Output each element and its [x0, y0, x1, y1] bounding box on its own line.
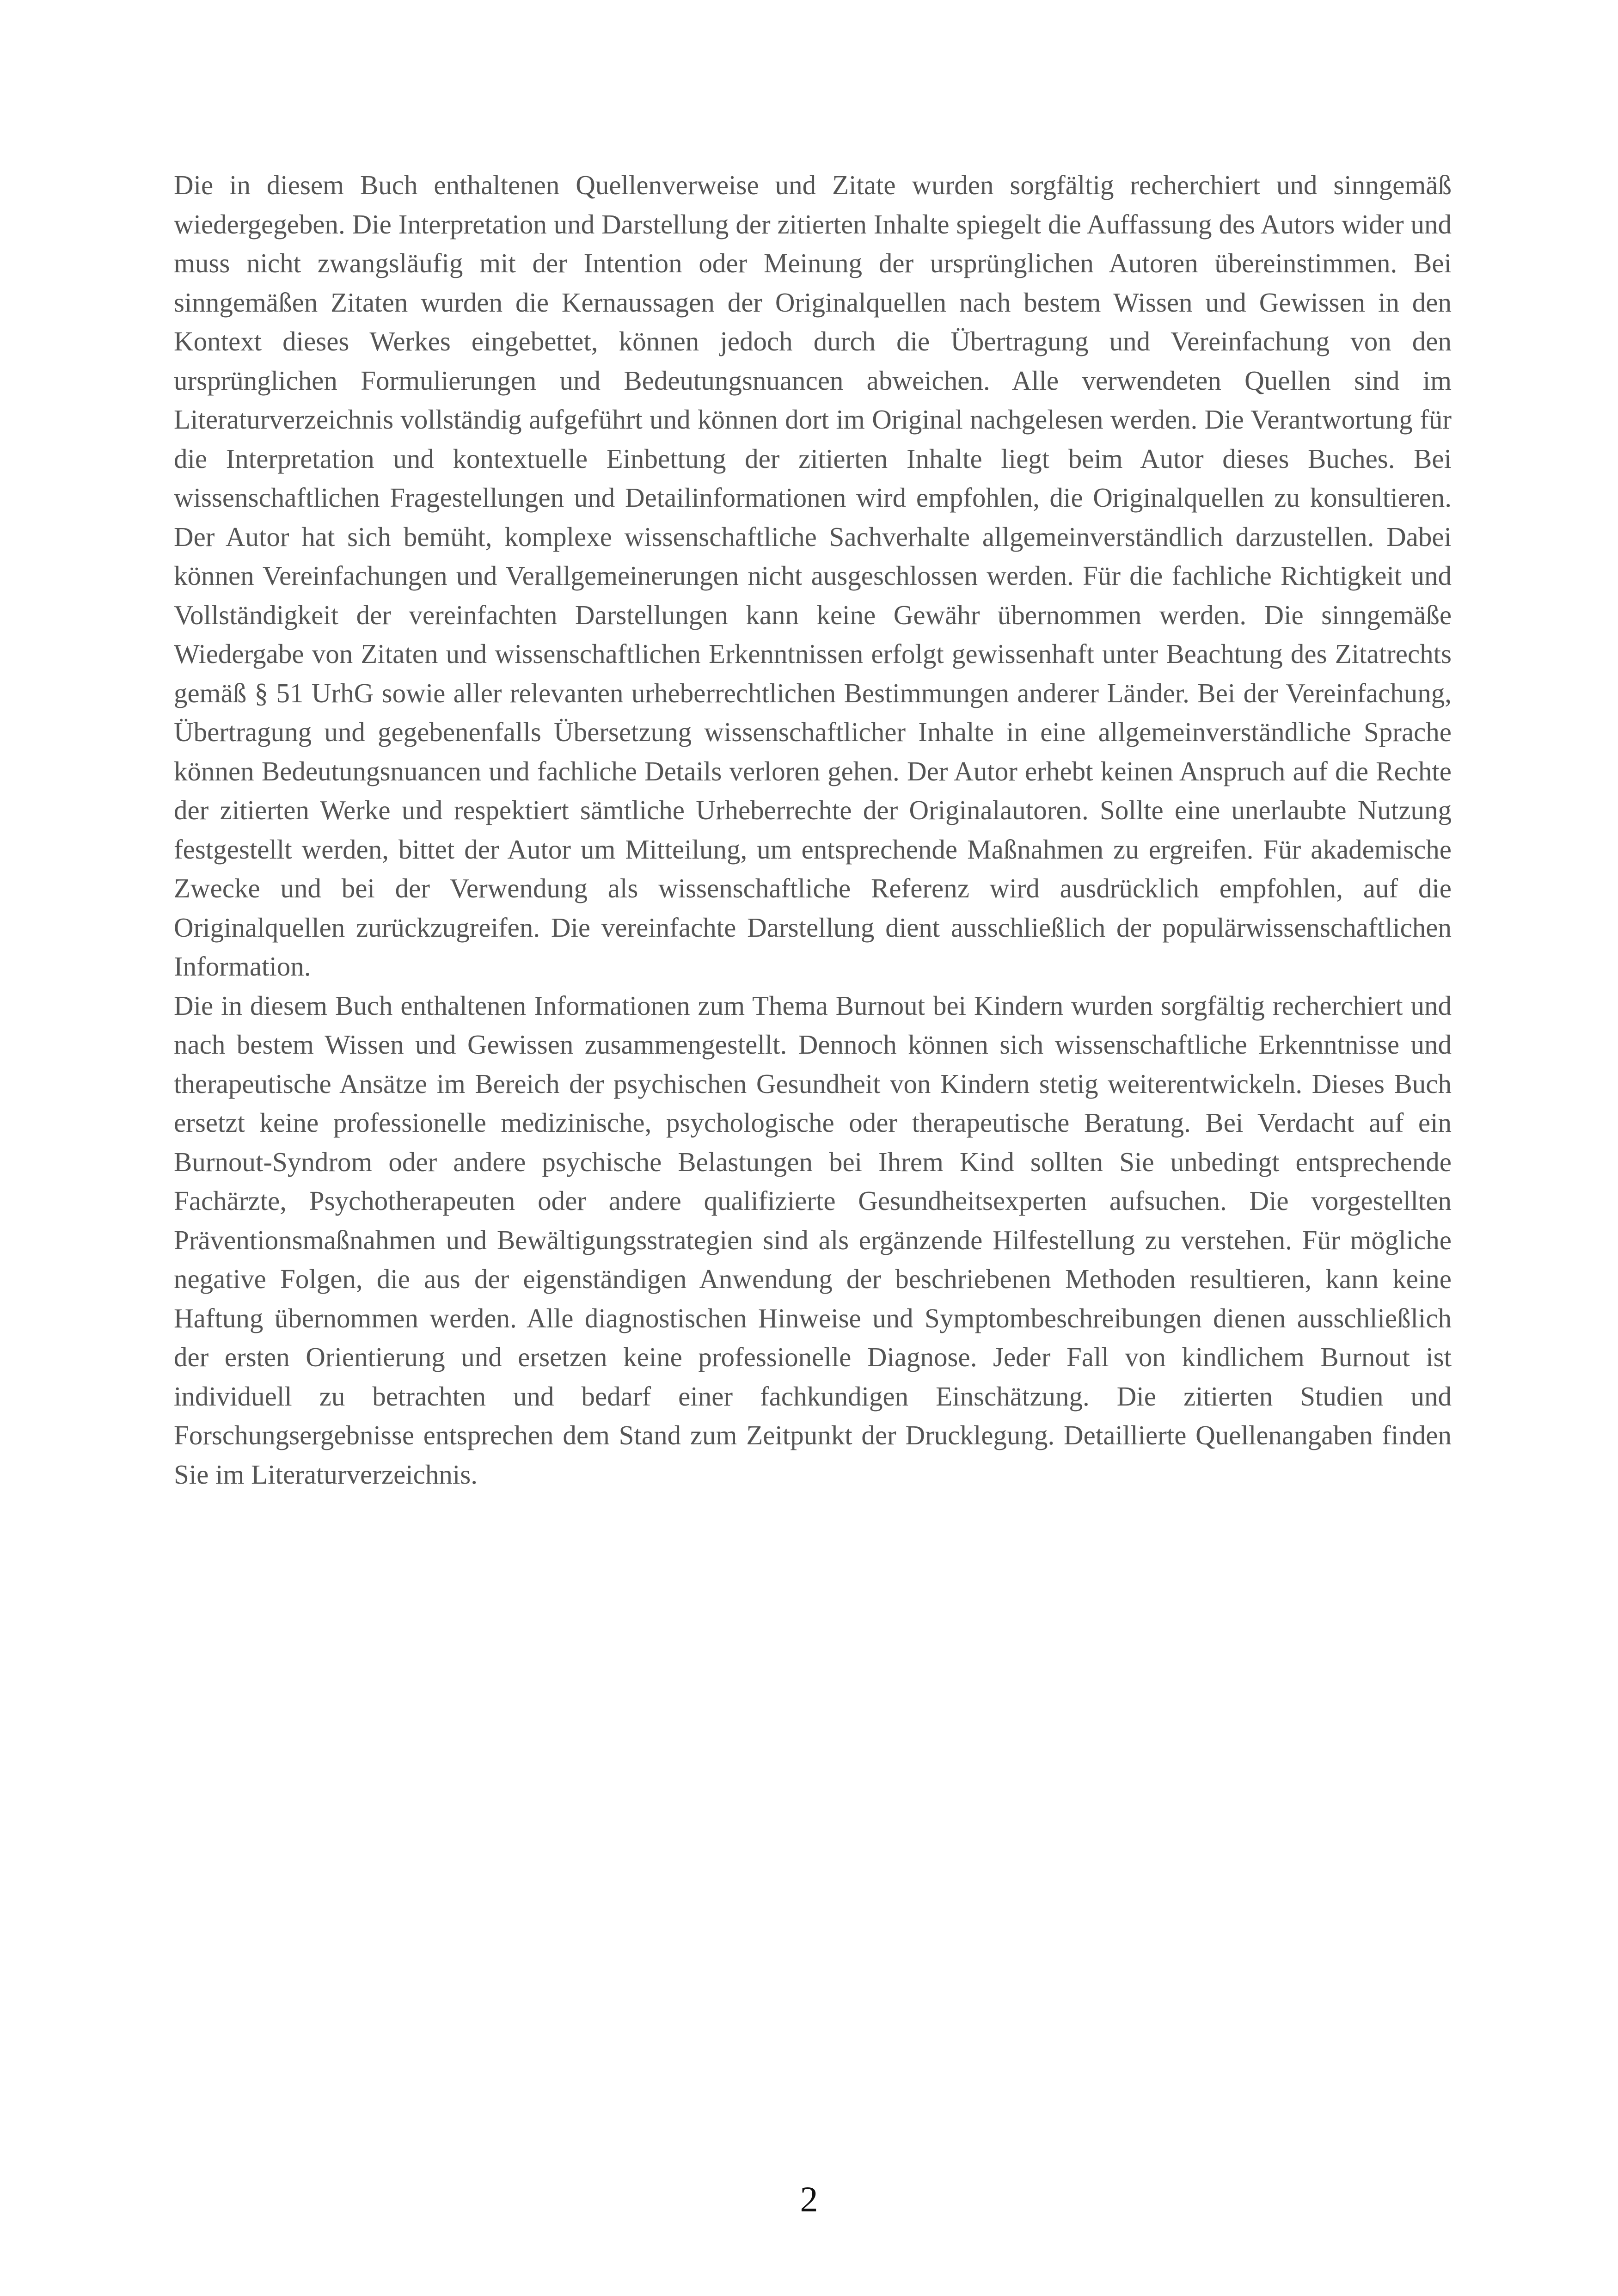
disclaimer-paragraph-citations: Die in diesem Buch enthaltenen Quellenverweise und Zitate wurden sorgfältig recherchiert und sinngemäß wiedergegeben. Die Interpretation und Darstellung der zitierten Inhalte spiegelt die Auffassung des Autors wider und muss nicht zwangsläufig mit der Intention oder Meinung der ursprünglichen Autoren übereinstimmen. Bei sinngemäßen Zitaten wurden die Kernaussagen der Originalquellen nach bestem Wissen und Gewissen in den Kontext dieses Werkes eingebettet, können jedoch durch die Übertragung und Vereinfachung von den ursprünglichen Formulierungen und Bedeutungsnuancen abweichen. Alle verwendeten Quellen sind im Literaturverzeichnis vollständig aufgeführt und können dort im Original nachgelesen werden. Die Verantwortung für die Interpretation und kontextuelle Einbettung der zitierten Inhalte liegt beim Autor dieses Buches. Bei wissenschaftlichen Fragestellungen und Detailinformationen wird empfohlen, die Originalquellen zu konsultieren. Der Autor hat sich bemüht, komplexe wissenschaftliche Sachverhalte allgemeinverständlich darzustellen. Dabei können Vereinfachungen und Verallgemeinerungen nicht ausgeschlossen werden. Für die fachliche Richtigkeit und Vollständigkeit der vereinfachten Darstellungen kann keine Gewähr übernommen werden. Die sinngemäße Wiedergabe von Zitaten und wissenschaftlichen Erkenntnissen erfolgt gewissenhaft unter Beachtung des Zitatrechts gemäß § 51 UrhG sowie aller relevanten urheberrechtlichen Bestimmungen anderer Länder. Bei der Vereinfachung, Übertragung und gegebenenfalls Übersetzung wissenschaftlicher Inhalte in eine allgemeinverständliche Sprache können Bedeutungsnuancen und fachliche Details verloren gehen. Der Autor erhebt keinen Anspruch auf die Rechte der zitierten Werke und respektiert sämtliche Urheberrechte der Originalautoren. Sollte eine unerlaubte Nutzung festgestellt werden, bittet der Autor um Mitteilung, um entsprechende Maßnahmen zu ergreifen. Für akademische Zwecke und bei der Verwendung als wissenschaftliche Referenz wird ausdrücklich empfohlen, auf die Originalquellen zurückzugreifen. Die vereinfachte Darstellung dient ausschließlich der populärwissenschaftlichen Information. — [174, 170, 1452, 982]
page-number: 2 — [800, 2179, 818, 2219]
page-body — [174, 166, 1452, 1494]
disclaimer-paragraph-burnout: Die in diesem Buch enthaltenen Informationen zum Thema Burnout bei Kindern wurden sorgfältig recherchiert und nach bestem Wissen und Gewissen zusammengestellt. Dennoch können sich wissenschaftliche Erkenntnisse und therapeutische Ansätze im Bereich der psychischen Gesundheit von Kindern stetig weiterentwickeln. Dieses Buch ersetzt keine professionelle medizinische, psychologische oder therapeutische Beratung. Bei Verdacht auf ein Burnout-Syndrom oder andere psychische Belastungen bei Ihrem Kind sollten Sie unbedingt entsprechende Fachärzte, Psychotherapeuten oder andere qualifizierte Gesundheitsexperten aufsuchen. Die vorgestellten Präventionsmaßnahmen und Bewältigungsstrategien sind als ergänzende Hilfestellung zu verstehen. Für mögliche negative Folgen, die aus der eigenständigen Anwendung der beschriebenen Methoden resultieren, kann keine Haftung übernommen werden. Alle diagnostischen Hinweise und Symptombeschreibungen dienen ausschließlich der ersten Orientierung und ersetzen keine professionelle Diagnose. Jeder Fall von kindlichem Burnout ist individuell zu betrachten und bedarf einer fachkundigen Einschätzung. Die zitierten Studien und Forschungsergebnisse entsprechen dem Stand zum Zeitpunkt der Drucklegung. Detaillierte Quellenangaben finden Sie im Literaturverzeichnis. — [174, 990, 1452, 1490]
